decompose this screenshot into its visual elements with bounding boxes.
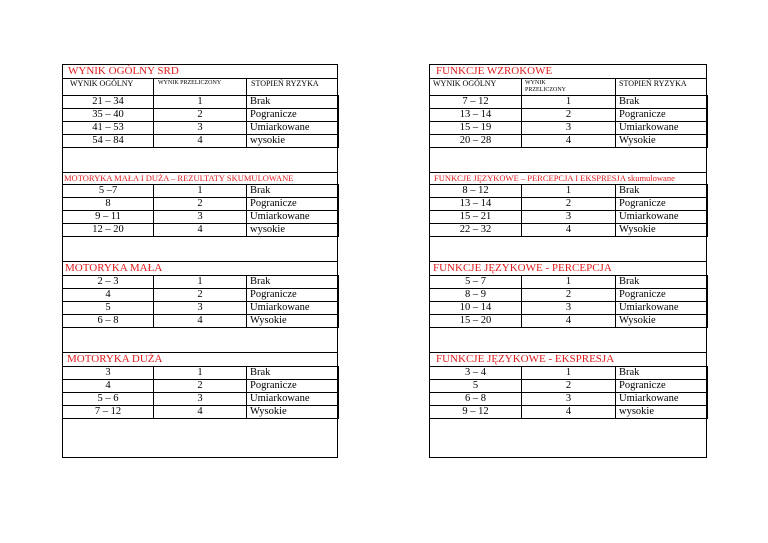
cell-risk: Wysokie <box>616 135 708 148</box>
cell-score: 4 <box>63 380 154 393</box>
cell-risk: Umiarkowane <box>616 302 708 315</box>
cell-converted: 3 <box>522 302 616 315</box>
cell-score: 5 –7 <box>63 185 154 198</box>
table-row <box>63 198 339 211</box>
cell-risk: Pogranicze <box>247 198 339 211</box>
header-col-divider <box>615 78 616 95</box>
cell-risk: Brak <box>247 96 339 109</box>
cell-converted: 3 <box>154 122 247 135</box>
cell-converted: 1 <box>522 276 616 289</box>
cell-risk: Brak <box>247 276 339 289</box>
table-row <box>63 122 339 135</box>
score-table-funkcje-jezykowe-skumulowane <box>429 184 708 237</box>
cell-risk: Brak <box>616 367 708 380</box>
header-wynik-przeliczony-line2: PRZELICZONY <box>525 87 566 93</box>
table-row <box>430 393 708 406</box>
cell-score: 35 – 40 <box>63 109 154 122</box>
cell-score: 9 – 11 <box>63 211 154 224</box>
cell-score: 15 – 21 <box>430 211 522 224</box>
table-row <box>430 135 708 148</box>
cell-converted: 3 <box>522 211 616 224</box>
section-title-motoryka-duza: MOTORYKA DUŻA <box>67 353 163 365</box>
cell-converted: 3 <box>154 393 247 406</box>
score-table-funkcje-jezykowe-ekspresja <box>429 366 708 419</box>
table-row <box>63 109 339 122</box>
table-row <box>63 96 339 109</box>
cell-score: 7 – 12 <box>63 406 154 419</box>
cell-converted: 4 <box>154 135 247 148</box>
cell-risk: Umiarkowane <box>616 393 708 406</box>
cell-converted: 2 <box>522 289 616 302</box>
cell-risk: Pogranicze <box>247 109 339 122</box>
cell-converted: 3 <box>522 122 616 135</box>
header-wynik-ogolny: WYNIK OGÓLNY <box>70 79 134 88</box>
cell-risk: Umiarkowane <box>616 122 708 135</box>
cell-score: 5 – 7 <box>430 276 522 289</box>
cell-converted: 2 <box>522 109 616 122</box>
section-title-funkcje-jezykowe-percepcja: FUNKCJE JĘZYKOWE - PERCEPCJA <box>433 262 612 274</box>
cell-converted: 4 <box>154 406 247 419</box>
cell-score: 2 – 3 <box>63 276 154 289</box>
cell-score: 15 – 19 <box>430 122 522 135</box>
cell-risk: Pogranicze <box>616 198 708 211</box>
header-wynik-przeliczony: WYNIK PRZELICZONY <box>158 80 222 86</box>
cell-score: 5 <box>63 302 154 315</box>
bottom-rule-right <box>429 457 707 458</box>
score-table-funkcje-jezykowe-percepcja <box>429 275 708 328</box>
cell-converted: 1 <box>154 367 247 380</box>
score-table-motoryka-duza <box>62 366 339 419</box>
cell-score: 15 – 20 <box>430 315 522 328</box>
cell-risk: Pogranicze <box>247 289 339 302</box>
cell-risk: Brak <box>616 96 708 109</box>
score-table-wynik-ogolny-srd <box>62 95 339 148</box>
table-row <box>430 276 708 289</box>
cell-converted: 1 <box>154 96 247 109</box>
cell-score: 21 – 34 <box>63 96 154 109</box>
cell-score: 10 – 14 <box>430 302 522 315</box>
cell-converted: 1 <box>522 367 616 380</box>
cell-score: 41 – 53 <box>63 122 154 135</box>
header-wynik-przeliczony-line1: WYNIK <box>525 80 546 86</box>
table-row <box>430 185 708 198</box>
table-row <box>430 109 708 122</box>
cell-converted: 1 <box>154 276 247 289</box>
section-title-motoryka-skumulowane: MOTORYKA MAŁA I DUŻA – REZULTATY SKUMULOWANE <box>64 173 294 183</box>
cell-converted: 3 <box>522 393 616 406</box>
cell-score: 3 <box>63 367 154 380</box>
table-row <box>63 135 339 148</box>
header-col-divider <box>246 78 247 95</box>
cell-risk: Brak <box>247 185 339 198</box>
cell-converted: 4 <box>522 315 616 328</box>
cell-converted: 4 <box>522 406 616 419</box>
table-row <box>430 211 708 224</box>
cell-converted: 3 <box>154 302 247 315</box>
section-title-motoryka-mala: MOTORYKA MAŁA <box>65 262 163 274</box>
table-row <box>430 406 708 419</box>
cell-risk: Pogranicze <box>616 380 708 393</box>
cell-score: 20 – 28 <box>430 135 522 148</box>
cell-converted: 4 <box>154 315 247 328</box>
cell-risk: Umiarkowane <box>247 393 339 406</box>
cell-risk: Wysokie <box>616 224 708 237</box>
header-wynik-ogolny: WYNIK OGÓLNY <box>433 79 497 88</box>
cell-risk: Wysokie <box>247 315 339 328</box>
cell-score: 13 – 14 <box>430 109 522 122</box>
table-row <box>430 302 708 315</box>
cell-converted: 2 <box>154 289 247 302</box>
table-row <box>63 367 339 380</box>
table-row <box>63 185 339 198</box>
cell-score: 9 – 12 <box>430 406 522 419</box>
cell-converted: 3 <box>154 211 247 224</box>
table-row <box>63 393 339 406</box>
cell-score: 3 – 4 <box>430 367 522 380</box>
cell-score: 5 <box>430 380 522 393</box>
cell-converted: 4 <box>154 224 247 237</box>
table-row <box>63 211 339 224</box>
cell-risk: Umiarkowane <box>616 211 708 224</box>
cell-score: 8 – 9 <box>430 289 522 302</box>
cell-score: 12 – 20 <box>63 224 154 237</box>
cell-score: 13 – 14 <box>430 198 522 211</box>
cell-risk: Umiarkowane <box>247 302 339 315</box>
cell-risk: wysokie <box>247 224 339 237</box>
section-title-funkcje-jezykowe-ekspresja: FUNKCJE JĘZYKOWE - EKSPRESJA <box>436 353 615 365</box>
header-stopien-ryzyka: STOPIEŃ RYZYKA <box>619 79 687 88</box>
table-row <box>63 224 339 237</box>
cell-risk: Brak <box>247 367 339 380</box>
cell-converted: 4 <box>522 135 616 148</box>
cell-risk: Pogranicze <box>247 380 339 393</box>
table-row <box>430 289 708 302</box>
cell-risk: wysokie <box>616 406 708 419</box>
table-row <box>63 406 339 419</box>
score-table-funkcje-wzrokowe <box>429 95 708 148</box>
cell-score: 22 – 32 <box>430 224 522 237</box>
cell-score: 6 – 8 <box>63 315 154 328</box>
section-title-wynik-ogolny-srd: WYNIK OGÓLNY SRD <box>68 65 179 77</box>
cell-risk: Umiarkowane <box>247 211 339 224</box>
cell-converted: 4 <box>522 224 616 237</box>
table-row <box>430 122 708 135</box>
table-row <box>430 96 708 109</box>
table-row <box>430 315 708 328</box>
header-stopien-ryzyka: STOPIEŃ RYZYKA <box>251 79 319 88</box>
cell-converted: 2 <box>154 109 247 122</box>
cell-risk: wysokie <box>247 135 339 148</box>
cell-risk: Wysokie <box>247 406 339 419</box>
cell-converted: 1 <box>154 185 247 198</box>
table-row <box>63 276 339 289</box>
cell-score: 8 – 12 <box>430 185 522 198</box>
cell-risk: Umiarkowane <box>247 122 339 135</box>
cell-converted: 2 <box>522 198 616 211</box>
table-row <box>430 224 708 237</box>
cell-score: 6 – 8 <box>430 393 522 406</box>
cell-risk: Wysokie <box>616 315 708 328</box>
table-row <box>430 198 708 211</box>
cell-score: 8 <box>63 198 154 211</box>
cell-converted: 1 <box>522 185 616 198</box>
cell-risk: Brak <box>616 185 708 198</box>
score-table-motoryka-mala <box>62 275 339 328</box>
score-table-motoryka-skumulowane <box>62 184 339 237</box>
table-row <box>63 380 339 393</box>
cell-converted: 2 <box>154 380 247 393</box>
table-row <box>63 289 339 302</box>
cell-score: 54 – 84 <box>63 135 154 148</box>
header-col-divider <box>521 78 522 95</box>
cell-risk: Pogranicze <box>616 109 708 122</box>
cell-risk: Pogranicze <box>616 289 708 302</box>
section-title-funkcje-jezykowe-skumulowane: FUNKCJE JĘZYKOWE – PERCEPCJA I EKSPRESJA skumulowane <box>434 173 675 183</box>
cell-score: 5 – 6 <box>63 393 154 406</box>
cell-risk: Brak <box>616 276 708 289</box>
section-title-funkcje-wzrokowe: FUNKCJE WZROKOWE <box>436 65 553 77</box>
cell-converted: 2 <box>522 380 616 393</box>
header-col-divider <box>153 78 154 95</box>
table-row <box>63 315 339 328</box>
table-row <box>430 380 708 393</box>
table-row <box>430 367 708 380</box>
cell-converted: 1 <box>522 96 616 109</box>
cell-score: 7 – 12 <box>430 96 522 109</box>
bottom-rule-left <box>62 457 338 458</box>
cell-score: 4 <box>63 289 154 302</box>
table-row <box>63 302 339 315</box>
cell-converted: 2 <box>154 198 247 211</box>
